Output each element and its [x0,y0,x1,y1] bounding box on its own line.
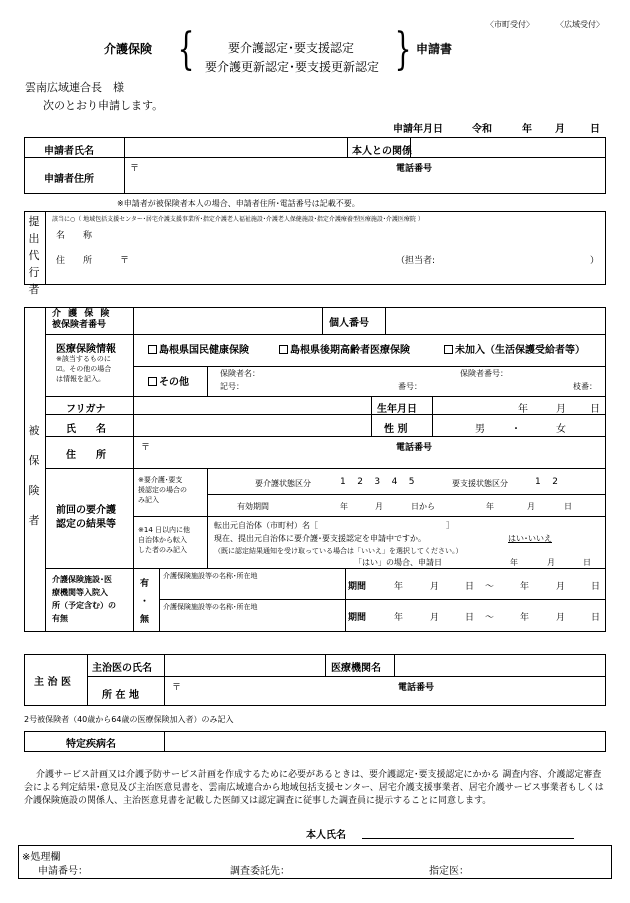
other-checkbox[interactable] [148,377,157,386]
proxy-postal-mark: 〒 [120,256,130,266]
insured-side-label: 被 保 険 者 [28,424,40,527]
applicant-phone-label: 電話番号 [396,164,433,174]
transfer-date-day: 日 [583,558,591,567]
proxy-address-field[interactable] [130,248,390,268]
transfer-line-1-close: ］ [446,521,454,530]
insured-name-field[interactable] [135,416,369,434]
birth-month: 月 [556,404,566,415]
facility-has[interactable]: 有 [140,579,150,589]
insured-address-field[interactable] [135,438,604,466]
valid-from-year: 年 [340,502,348,511]
symbol-label: 記号： [220,382,244,391]
period1-day: 日 [465,582,475,592]
period2-to-month: 月 [556,613,566,623]
app-number-label: 申請番号： [38,866,88,877]
intro-text: 次のとおり申請します。 [43,99,164,112]
insured-number-field[interactable] [135,309,320,332]
birth-label: 生年月日 [377,404,417,415]
doctor-name-field[interactable] [166,656,323,674]
facility-none[interactable]: 無 [140,615,150,625]
transfer-date-year: 年 [510,558,518,567]
insured-postal-mark: 〒 [141,443,151,453]
birth-year: 年 [518,404,528,415]
institution-label: 医療機関名 [331,663,381,674]
previous-note-2: ※14 日以内に他 自治体から転入 した者のみ記入 [138,526,190,554]
previous-note-1: ※要介護･要支 援認定の場合の み記入 [138,476,187,504]
processing-box [18,845,612,879]
valid-period-label: 有効期間 [237,502,269,511]
right-brace: } [394,24,412,75]
furigana-field[interactable] [135,398,369,412]
valid-to-day: 日 [564,502,572,511]
gender-dot: ・ [511,424,521,435]
proxy-address-label: 住 所 [56,256,93,266]
care-level-label: 要介護状態区分 [255,479,311,488]
birth-day: 日 [590,404,600,415]
furigana-label: フリガナ [66,404,106,415]
facility-name-label-2: 介護保険施設等の名称･所在地 [163,603,258,611]
insured-name-label: 氏 名 [66,424,106,435]
proxy-name-field[interactable] [100,224,600,244]
applicant-name-label: 申請者氏名 [44,146,94,157]
period2-tilde: ～ [485,613,495,623]
option-kokuho[interactable]: 島根県国民健康保険 [148,341,249,356]
facility-dot: ・ [140,597,150,607]
gender-female[interactable]: 女 [556,424,566,435]
signature-line [362,838,574,839]
applicant-address-label: 申請者住所 [44,174,94,185]
consent-text: 介護サービス計画又は介護予防サービス計画を作成するために必要があるときは、要介護認定･要支援認定にかかる 調査内容、介護認定審査会による判定結果･意見及び主治医意見書を、雲南広域連合から地域包括支援センター、居宅介護支援事業者、居宅介護サービス事業者もしくは介護保険施設の関係人、主治医意見書を記載した医師又は認定調査に従事した調査員に提示することに同意します。 [24,770,604,806]
valid-from-label: 日から [411,502,435,511]
transfer-line-1: 転出元自治体（市町村）名［ [214,521,318,530]
survey-label: 調査委託先： [230,866,290,877]
transfer-line-4: 「はい」の場合、申請日 [354,558,442,567]
period2-to-day: 日 [591,613,601,623]
insured-address-label: 住 所 [66,450,106,461]
branch-label: 枝番： [573,382,597,391]
period1-month: 月 [430,582,440,592]
facility-label: 介護保険施設･医 療機関等入院入 所（予定含む）の 有無 [52,575,116,623]
medical-info-label: 医療保険情報 [56,344,116,355]
medical-info-note: ※該当するものに ☑。その他の場合 は情報を記入。 [56,355,112,383]
insured-number-label: 介 護 保 険 被保険者番号 [52,309,112,330]
doctor-postal-mark: 〒 [172,683,182,693]
designated-doctor-label: 指定医： [429,866,469,877]
period1-to-month: 月 [556,582,566,592]
date-year: 年 [522,124,532,135]
wide-reception-label: 〈広域受付〉 [556,20,604,29]
date-month: 月 [555,124,565,135]
yes-no-choice[interactable]: はい･いいえ [508,534,552,543]
gender-male[interactable]: 男 [475,424,485,435]
facility-name-label-1: 介護保険施設等の名称･所在地 [163,572,258,580]
option-kouki[interactable]: 島根県後期高齢者医療保険 [279,341,410,356]
institution-field[interactable] [396,656,604,674]
doctor-name-label: 主治医の氏名 [92,663,152,674]
form-title-left: 介護保険 [104,42,153,56]
signature-field[interactable] [362,822,574,838]
doctor-side-label: 主 治 医 [34,677,71,688]
personal-number-field[interactable] [387,309,604,332]
gender-label: 性 別 [384,424,408,435]
proxy-contact-close: ） [590,256,600,266]
applicant-postal-mark: 〒 [130,164,140,174]
processing-title: ※処理欄 [22,852,61,863]
transfer-line-3: （既に認定結果通知を受け取っている場合は「いいえ」を選択してください。） [214,547,463,555]
proxy-contact-label: （担当者: [396,256,436,266]
era-label: 令和 [472,124,492,135]
period-label-2: 期間 [348,613,367,623]
valid-to-month: 月 [527,502,535,511]
none-checkbox[interactable] [444,345,453,354]
option-none[interactable]: 未加入（生活保護受給者等） [444,341,585,356]
proxy-header-note: 該当に○（ 地域包括支援センター･居宅介護支援事業所･指定介護老人福祉施設･介護老人保健施設･指定介護療養型医療施設･介護医療院 ） [52,216,424,223]
period1-tilde: ～ [485,582,495,592]
option-other[interactable]: その他 [148,373,189,388]
transfer-line-2: 現在、提出元自治体に要介護･要支援認定を申請中ですか。 [214,534,426,543]
doctor-location-label: 所 在 地 [102,690,139,701]
applicant-name-field[interactable] [126,139,345,156]
signature-label: 本人氏名 [306,830,346,841]
valid-to-year: 年 [486,502,494,511]
period-label-1: 期間 [348,582,367,592]
previous-result-label: 前回の要介護 認定の結果等 [56,505,116,530]
period1-year: 年 [394,582,404,592]
disease-note: 2号被保険者（40歳から64歳の医療保険加入者）のみ記入 [24,715,234,724]
form-title-right: 申請書 [416,42,453,56]
addressee: 雲南広域連合長 様 [25,81,124,94]
insurer-number-label: 保険者番号： [460,369,508,378]
type-line-1: 要介護認定･要支援認定 [227,41,354,55]
disease-field[interactable] [166,733,604,750]
personal-number-label: 個人番号 [329,318,369,329]
period2-to-year: 年 [520,613,530,623]
support-levels[interactable]: 1 2 [535,477,558,487]
insurer-name-label: 保険者名： [220,369,260,378]
period1-to-day: 日 [591,582,601,592]
insured-phone-label: 電話番号 [396,443,433,453]
period1-to-year: 年 [520,582,530,592]
doctor-location-field[interactable] [166,678,604,704]
care-levels[interactable]: 1 2 3 4 5 [340,477,415,487]
period2-month: 月 [430,613,440,623]
type-line-2: 要介護更新認定･要支援更新認定 [204,60,379,74]
relation-label: 本人との関係 [352,146,412,157]
relation-field[interactable] [412,139,604,156]
applicant-note: ※申請者が被保険者本人の場合、申請者住所･電話番号は記載不要。 [117,199,360,208]
applicant-address-field[interactable] [126,159,604,192]
disease-label: 特定疾病名 [66,739,116,750]
proxy-name-label: 名 称 [56,231,93,241]
proxy-side-label: 提 出 代 行 者 [28,215,40,296]
kouki-checkbox[interactable] [279,345,288,354]
doctor-phone-label: 電話番号 [398,683,435,693]
date-day: 日 [590,124,600,135]
kokuho-checkbox[interactable] [148,345,157,354]
support-level-label: 要支援状態区分 [452,479,508,488]
city-reception-label: 〈市町受付〉 [486,20,534,29]
application-date-label: 申請年月日 [393,124,443,135]
transfer-origin-field[interactable] [330,518,442,530]
left-brace: { [177,24,195,75]
transfer-date-month: 月 [547,558,555,567]
period2-year: 年 [394,613,404,623]
valid-from-month: 月 [375,502,383,511]
period2-day: 日 [465,613,475,623]
number-small-label: 番号： [398,382,422,391]
